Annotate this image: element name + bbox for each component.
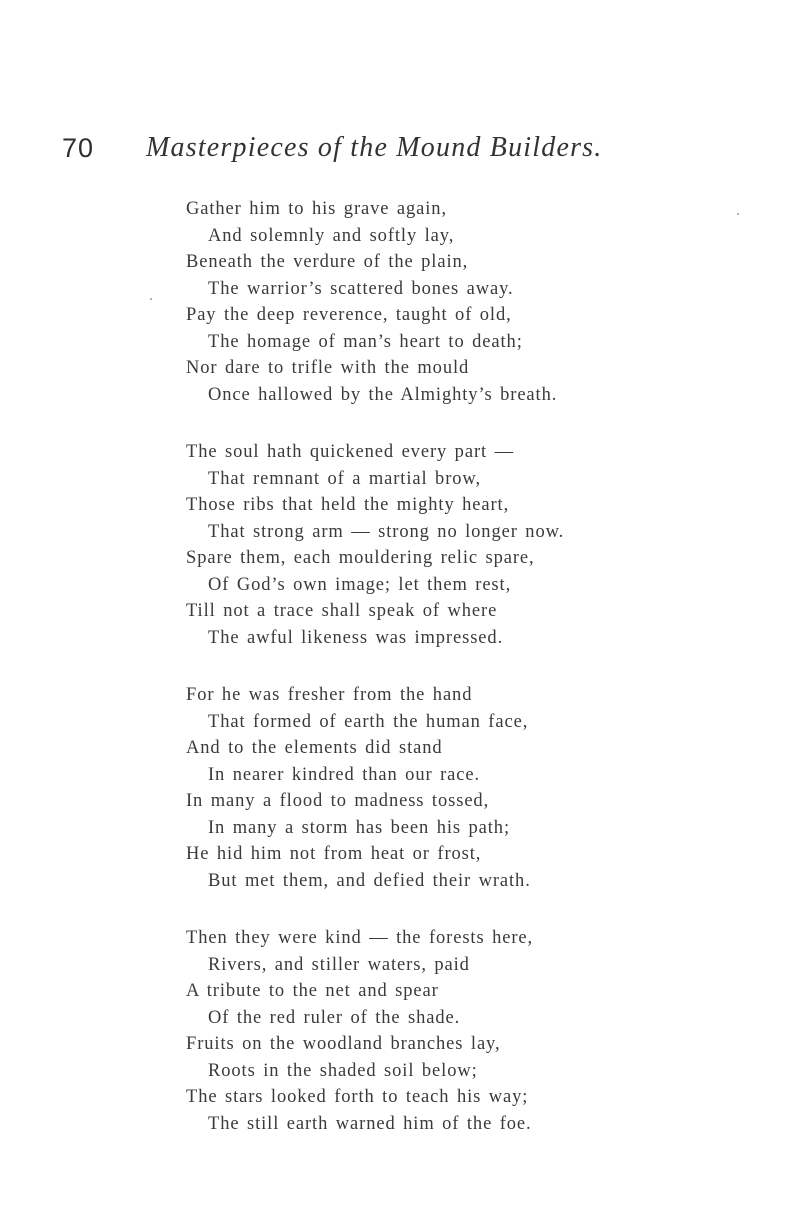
stanza-3: [186, 682, 786, 894]
poem-line: The soul hath quickened every part —: [186, 442, 514, 462]
running-title: Masterpieces of the Mound Builders.: [146, 132, 603, 163]
poem-line: Beneath the verdure of the plain,: [186, 252, 469, 272]
poem-line: Till not a trace shall speak of where: [186, 601, 498, 621]
poem-line: The homage of man’s heart to death;: [208, 331, 523, 352]
poem-line: That remnant of a martial brow,: [208, 468, 481, 489]
poem-line: Fruits on the woodland branches lay,: [186, 1034, 501, 1054]
poem-line: Roots in the shaded soil below;: [208, 1060, 478, 1081]
poem-line: Spare them, each mouldering relic spare,: [186, 548, 535, 568]
poem-line: And to the elements did stand: [186, 738, 443, 758]
poem-line: That strong arm — strong no longer now.: [208, 521, 565, 542]
poem-line: Those ribs that held the mighty heart,: [186, 495, 510, 515]
poem-line: He hid him not from heat or frost,: [186, 844, 482, 864]
poem-line: A tribute to the net and spear: [186, 981, 439, 1001]
paper-speck: [737, 213, 739, 215]
stanza-1: [186, 196, 786, 408]
poem-line: In many a storm has been his path;: [208, 817, 511, 838]
poem-line: The awful likeness was impressed.: [208, 627, 504, 648]
poem-line: And solemnly and softly lay,: [208, 225, 455, 246]
poem-line: The still earth warned him of the foe.: [208, 1113, 532, 1134]
poem-line: Rivers, and stiller waters, paid: [208, 954, 470, 975]
poem-line: Of God’s own image; let them rest,: [208, 574, 512, 595]
poem-line: Then they were kind — the forests here,: [186, 928, 534, 948]
poem-line: Gather him to his grave again,: [186, 199, 447, 219]
poem-line: But met them, and defied their wrath.: [208, 870, 531, 891]
poem-line: That formed of earth the human face,: [208, 711, 529, 732]
poem-line: The stars looked forth to teach his way;: [186, 1087, 529, 1107]
poem-line: Once hallowed by the Almighty’s breath.: [208, 384, 558, 405]
paper-speck: [150, 298, 152, 300]
poem-line: In many a flood to madness tossed,: [186, 791, 490, 811]
stanza-2: [186, 439, 786, 651]
poem: [186, 196, 786, 1168]
poem-line: The warrior’s scattered bones away.: [208, 278, 514, 299]
poem-line: Of the red ruler of the shade.: [208, 1007, 461, 1028]
page-number: 70: [62, 133, 95, 163]
poem-line: For he was fresher from the hand: [186, 685, 473, 705]
poem-line: In nearer kindred than our race.: [208, 764, 480, 785]
stanza-4: [186, 925, 786, 1137]
poem-line: Nor dare to trifle with the mould: [186, 358, 470, 378]
poem-line: Pay the deep reverence, taught of old,: [186, 305, 512, 325]
